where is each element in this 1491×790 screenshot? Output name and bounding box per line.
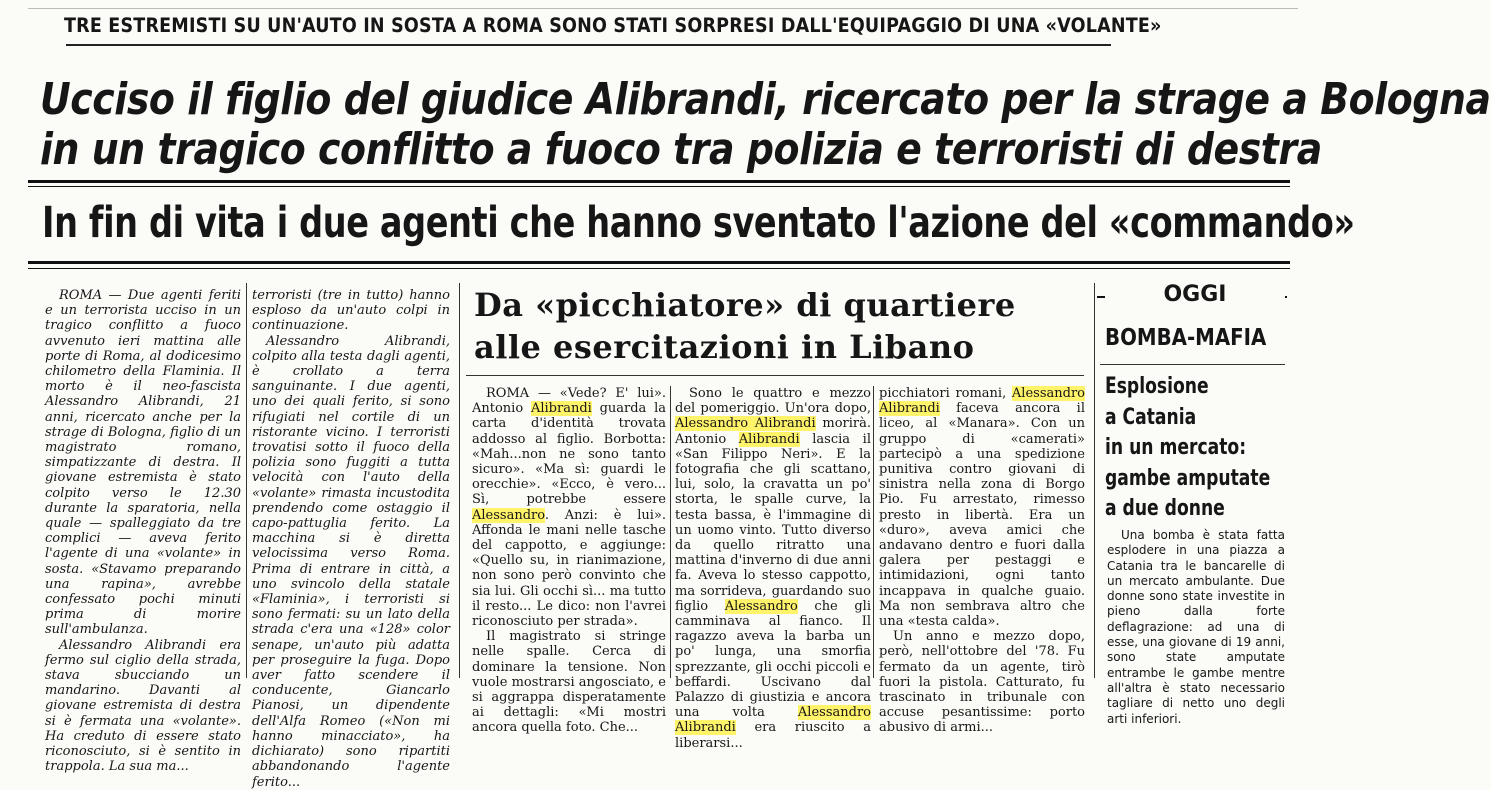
main-article-col2 (252, 288, 450, 790)
highlight: Alessandro Alibrandi (675, 416, 816, 432)
column-rule (246, 283, 247, 678)
side-article-headline: Da «picchiatore» di quartiere alle esercitazioni in Libano (474, 286, 1016, 366)
kicker-rule (66, 44, 1111, 46)
headline-separator-thin (28, 186, 1290, 187)
sidebar-section: BOMBA-MAFIA (1105, 325, 1267, 351)
side-article-rule (466, 375, 1084, 376)
paragraph: ROMA — Due agenti feriti e un terrorista ucciso in un tragico conflitto a fuoco avvenuto ieri mattina alle porte di Roma, al dodicesimo chilometro della Flaminia. Il morto è il neo-fascista Alessandro Alibrandi, 21 anni, ricercato anche per la strage di Bologna, figlio di un magistrato romano, simpatizzante di destra. Il giovane estremista è stato colpito verso le 12.30 durante la sparatoria, nella quale — spalleggiato da tre complici — aveva ferito l'agente di una «volante» in sosta. «Stavamo preparando una rapina», avrebbe confessato pochi minuti prima di morire sull'ambulanza. (45, 288, 241, 638)
column-rule (459, 283, 460, 678)
sidebar-headline-line: gambe amputate (1105, 465, 1271, 491)
sidebar-headline (1105, 372, 1271, 525)
main-headline-line1: Ucciso il figlio del giudice Alibrandi, ricercato per la strage a Bologna (40, 74, 1491, 125)
paragraph: Una bomba è stata fatta esplodere in una piazza a Catania tra le bancarelle di un mercato ambulante. Due donne sono state investite in pieno dalla forte deflagrazione: ad una di esse, una giovane di 19 anni, sono state amputate entrambe le gambe mentre all'altra è stato necessario tagliare di netto uno degli arti inferiori. (1107, 528, 1285, 726)
sidebar-headline-line: Esplosione (1105, 374, 1209, 399)
highlight: Alibrandi (530, 401, 592, 417)
sidebar-body (1107, 528, 1285, 727)
highlight: Alessandro (724, 598, 798, 614)
highlight: Alessandro (472, 507, 545, 523)
paragraph: Alessandro Alibrandi era fermo sul ciglio della strada, stava sbucciando un mandarino. Davanti al giovane estremista di destra si è fermata una «volante». Ha creduto di essere stato riconosciuto, si è sentito in trappola. La sua ma... (45, 637, 241, 775)
highlight: Alessandro Alibrandi (675, 705, 871, 736)
page-top-rule (28, 8, 1298, 9)
main-article-col1 (45, 288, 241, 775)
paragraph: Il magistrato si stringe nelle spalle. Cerca di dominare la tensione. Non vuole mostrarsi angosciato, e si aggrappa disperatamente ai dettagli: «Mi mostri ancora quella foto. Che... (472, 629, 666, 736)
subheadline: In fin di vita i due agenti che hanno sventato l'azione del «commando» (42, 198, 1355, 248)
paragraph: Alessandro Alibrandi, colpito alla testa dagli agenti, è crollato a terra sanguinante. I due agenti, uno dei quali ferito, si sono rifugiati nel cortile di un ristorante vicino. I terroristi trovatisi sotto il fuoco della polizia sono fuggiti a tutta velocità con l'auto della «volante» rimasta incustodita prendendo come ostaggio il capo-pattuglia ferito. La macchina si è diretta velocissima verso Roma. Prima di entrare in città, a uno svincolo della statale «Flaminia», i terroristi si sono fermati: su un lato della strada c'era una «128» color senape, un'auto più adatta per proseguire la fuga. Dopo aver fatto scendere il conducente, Giancarlo Pianosi, un dipendente dell'Alfa Romeo («Non mi hanno minacciato», ha dichiarato) sono ripartiti abbandonando l'agente ferito... (252, 333, 450, 790)
paragraph: picchiatori romani, Alessandro Alibrandi faceva ancora il liceo, al «Manara». Con un gruppo di «camerati» partecipò a una spedizione punitiva contro giovani di sinistra nella zona di Borgo Pio. Fu arrestato, rimesso presto in libertà. Era un «duro», aveva amici che andavano dentro e fuori dalla galera per pestaggi e intimidazioni, ogni tanto incappava in qualche guaio. Ma non sembrava altro che una «testa calda». (879, 386, 1085, 630)
side-article-col3 (879, 386, 1085, 736)
sidebar-rule (1094, 283, 1095, 678)
highlight: Alessandro Alibrandi (879, 386, 1085, 417)
highlight: Alibrandi (738, 431, 800, 447)
paragraph: Sono le quattro e mezzo del pomeriggio. Un'ora dopo, Alessandro Alibrandi morirà. Antonio Alibrandi lascia il «San Filippo Neri». E la fotografia che gli scattano, lui, solo, la cravatta un po' storta, le spalle curve, la testa bassa, è l'immagine di un uomo vinto. Tutto diverso da quello ritratto una mattina d'inverno di due anni fa. Aveva lo stesso cappotto, ma sorrideva, guardando suo figlio Alessandro che gli camminava al fianco. Il ragazzo aveva la barba un po' lunga, una smorfia sprezzante, gli occhi piccoli e beffardi. Uscivano dal Palazzo di giustizia e ancora una volta Alessandro Alibrandi era riuscito a liberarsi... (675, 386, 871, 751)
column-rule (670, 386, 671, 678)
main-headline-line2: in un tragico conflitto a fuoco tra polizia e terroristi di destra (40, 124, 1322, 175)
paragraph: Un anno e mezzo dopo, però, nell'ottobre del '78. Fu fermato da un agente, tirò fuori la pistola. Catturato, fu trascinato in tribunale con accuse pesantissime: porto abusivo di armi... (879, 629, 1085, 736)
sidebar-label (1105, 282, 1285, 307)
sidebar-headline-line: a Catania (1105, 404, 1197, 430)
side-article-col2 (675, 386, 871, 751)
subheadline-separator-thin (28, 268, 1290, 269)
sidebar-label-text: OGGI (1157, 282, 1232, 307)
sidebar-headline-line: a due donne (1105, 496, 1225, 521)
paragraph: ROMA — «Vede? E' lui». Antonio Alibrandi guarda la carta d'identità trovata addosso al figlio. Borbotta: «Mah...non ne sono tanto sicuro». «Ma sì: guardi le orecchie». «Ecco, è vero... Sì, potrebbe essere Alessandro. Anzi: è lui». Affonda le mani nelle tasche del cappotto, e aggiunge: «Quello su, in rianimazione, non sono però convinto che sia lui. Gli occhi sì... ma tutto il resto... Le dico: non l'avrei riconosciuto per strada». (472, 386, 666, 630)
subheadline-separator (28, 261, 1290, 264)
sidebar-headline-line: in un mercato: (1105, 435, 1247, 460)
paragraph: terroristi (tre in tutto) hanno esploso da un'auto colpi in continuazione. (252, 288, 450, 334)
kicker-headline: TRE ESTREMISTI SU UN'AUTO IN SOSTA A ROMA SONO STATI SORPRESI DALL'EQUIPAGGIO DI UNA «VOLANTE» (64, 14, 1162, 37)
headline-separator (28, 180, 1290, 183)
column-rule (873, 386, 874, 678)
sidebar-section-rule (1100, 364, 1285, 365)
side-article-col1 (472, 386, 666, 736)
